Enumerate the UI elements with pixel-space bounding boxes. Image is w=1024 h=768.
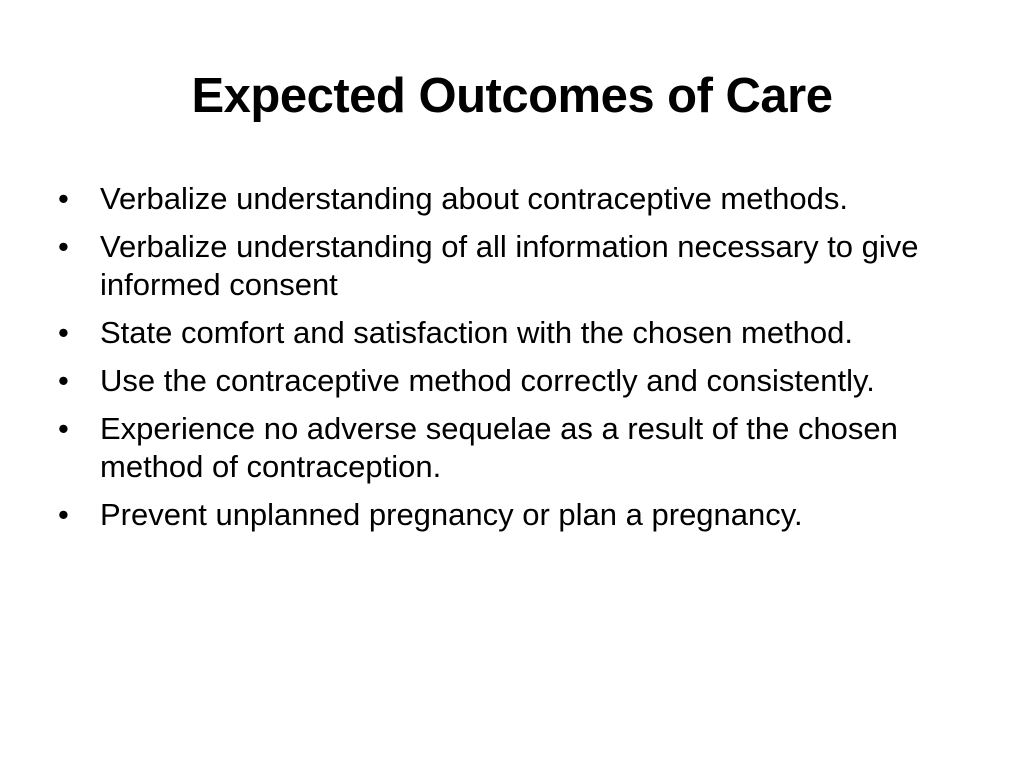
bullet-text: Use the contraceptive method correctly and consistently. [100,363,875,398]
bullet-icon: • [58,229,69,264]
bullet-item [58,410,958,486]
bullet-text: State comfort and satisfaction with the chosen method. [100,315,854,350]
bullet-item [58,228,958,304]
bullet-text: Experience no adverse sequelae as a result of the chosen method of contraception. [100,411,898,484]
bullet-list [58,180,958,544]
bullet-icon: • [58,181,69,216]
slide-title: Expected Outcomes of Care [191,69,833,123]
bullet-icon: • [58,411,69,446]
bullet-icon: • [58,315,69,350]
bullet-item [58,180,958,218]
bullet-item [58,362,958,400]
bullet-item [58,496,958,534]
bullet-icon: • [58,497,69,532]
bullet-icon: • [58,363,69,398]
bullet-item [58,314,958,352]
bullet-text: Verbalize understanding of all information necessary to give informed consent [100,229,919,302]
bullet-text: Prevent unplanned pregnancy or plan a pregnancy. [100,497,803,532]
bullet-text: Verbalize understanding about contraceptive methods. [100,181,848,216]
